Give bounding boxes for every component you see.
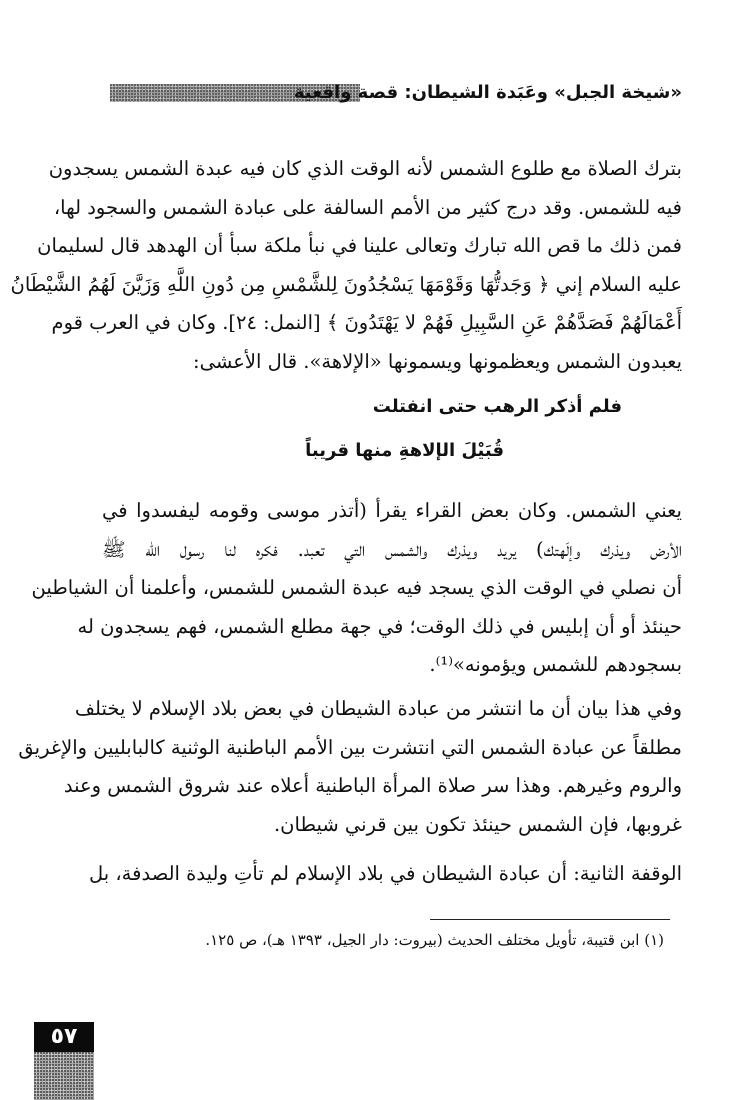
footnote: (١) ابن قتيبة، تأويل مختلف الحديث (بيروت: دار الجيل، ١٣٩٣ هـ)، ص ١٢٥. bbox=[205, 931, 664, 949]
poem-verse-line-2: قُبَيْلَ الإلاهةِ منها قريباً bbox=[305, 440, 504, 461]
paragraph-line: أن نصلي في الوقت الذي يسجد فيه عبدة الشمس للشمس، وأعلمنا أن الشياطين bbox=[31, 576, 682, 599]
paragraph-line: بترك الصلاة مع طلوع الشمس لأنه الوقت الذي كان فيه عبدة الشمس يسجدون bbox=[48, 157, 682, 180]
paragraph-line: فمن ذلك ما قص الله تبارك وتعالى علينا في نبأ ملكة سبأ أن الهدهد قال لسليمان bbox=[37, 234, 682, 257]
paragraph-line: أَعْمَالَهُمْ فَصَدَّهُمْ عَنِ السَّبِيلِ فَهُمْ لا يَهْتَدُونَ ﴾ [النمل: ٢٤]. وكان في العرب قوم bbox=[51, 311, 682, 334]
running-header-title: «شيخة الجبل» وعَبَدة الشيطان: قصة واقعية bbox=[293, 82, 682, 103]
paragraph-line: والروم وغيرهم. وهذا سر صلاة المرأة الباطنية أعلاه عند شروق الشمس وعند bbox=[63, 774, 682, 797]
paragraph-4 bbox=[89, 855, 682, 894]
paragraph-1 bbox=[10, 150, 682, 381]
page-corner-texture bbox=[34, 1052, 94, 1100]
paragraph-line: الوقفة الثانية: أن عبادة الشيطان في بلاد الإسلام لم تأتِ وليدة الصدفة، بل bbox=[89, 862, 682, 885]
paragraph-line: فيه للشمس. وقد درج كثير من الأمم السالفة على عبادة الشمس والسجود لها، bbox=[53, 195, 682, 219]
paragraph-line: وفي هذا بيان أن ما انتشر من عبادة الشيطان في بعض بلاد الإسلام لا يختلف bbox=[74, 697, 682, 720]
running-header bbox=[110, 80, 682, 106]
paragraph-line: يعني الشمس. وكان بعض القراء يقرأ (أتذر موسى وقومه ليفسدوا في bbox=[102, 499, 682, 522]
paragraph-line: غروبها، فإن الشمس حينئذ تكون بين قرني شيطان. bbox=[273, 812, 682, 836]
paragraph-2 bbox=[31, 492, 682, 685]
paragraph-line: بسجودهم للشمس ويؤمونه»⁽¹⁾. bbox=[429, 653, 682, 676]
paragraph-line: يعبدون الشمس ويعظمونها ويسمونها «الإلاهة». قال الأعشى: bbox=[193, 349, 682, 373]
paragraph-3 bbox=[18, 690, 682, 844]
page-number: ٥٧ bbox=[34, 1022, 94, 1052]
paragraph-line: عليه السلام إني ﴿ وَجَدتُّهَا وَقَوْمَهَا يَسْجُدُونَ لِلشَّمْسِ مِن دُونِ اللَّهِ وَزَيَّنَ لَهُمُ الشَّيْطَانُ bbox=[10, 272, 682, 296]
paragraph-line: مطلقاً عن عبادة الشمس التي انتشرت بين الأمم الباطنية الوثنية كالبابليين والإغريق bbox=[18, 735, 682, 759]
footnote-separator bbox=[430, 919, 670, 920]
poem-verse-line-1: فلم أذكر الرهب حتى انفتلت bbox=[372, 396, 622, 417]
paragraph-line: الأرض ويذرك وإلَهتك) يريد ويذرك والشمس التي تعبد. فكره لنا رسول الله ﷺ bbox=[102, 537, 682, 561]
paragraph-line: حينئذ أو أن إبليس في ذلك الوقت؛ في جهة مطلع الشمس، فهم يسجدون له bbox=[77, 614, 682, 638]
